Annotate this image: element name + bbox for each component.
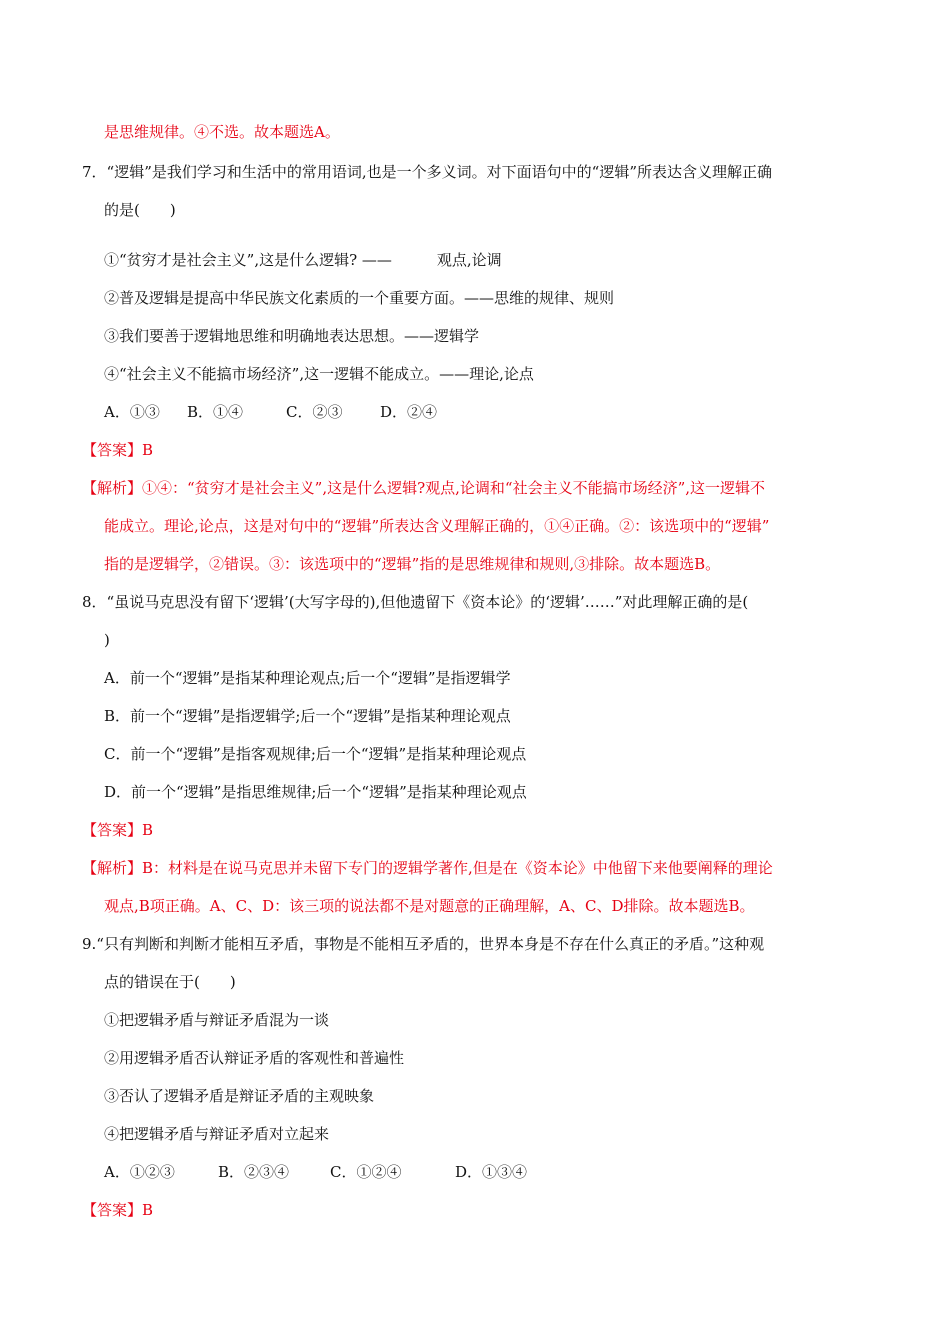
question-9-item-1: ①把逻辑矛盾与辩证矛盾混为一谈 [104,1011,330,1029]
question-8-stem-line-1: 8．“虽说马克思没有留下‘逻辑’(大写字母的),但他遗留下《资本论》的‘逻辑’……”对此理解正确的是( [82,593,749,611]
question-8-option-d: D．前一个“逻辑”是指思维规律;后一个“逻辑”是指某种理论观点 [104,783,527,801]
question-8-option-c: C．前一个“逻辑”是指客观规律;后一个“逻辑”是指某种理论观点 [104,745,527,763]
question-8-stem-line-2: ) [104,631,110,649]
question-7-analysis-line-3: 指的是逻辑学，②错误。③：该选项中的“逻辑”指的是思维规律和规则,③排除。故本题选B。 [104,555,721,573]
question-8-option-a: A．前一个“逻辑”是指某种理论观点;后一个“逻辑”是指逻辑学 [104,669,511,687]
question-8-analysis-line-1: 【解析】B：材料是在说马克思并未留下专门的逻辑学著作,但是在《资本论》中他留下来他要阐释的理论 [82,859,773,877]
question-7-item-2: ②普及逻辑是提高中华民族文化素质的一个重要方面。——思维的规律、规则 [104,289,615,307]
question-8-analysis-line-2: 观点,B项正确。A、C、D：该三项的说法都不是对题意的正确理解，A、C、D排除。故本题选B。 [104,897,755,915]
question-7-item-3: ③我们要善于逻辑地思维和明确地表达思想。——逻辑学 [104,327,480,345]
question-7-item-1: ①“贫穷才是社会主义”,这是什么逻辑? —— 观点,论调 [104,251,502,269]
question-9-option-d: D．①③④ [455,1163,528,1181]
question-9-option-a: A．①②③ [104,1163,175,1181]
question-9-item-2: ②用逻辑矛盾否认辩证矛盾的客观性和普遍性 [104,1049,405,1067]
question-9-stem-line-1: 9.“只有判断和判断才能相互矛盾，事物是不能相互矛盾的，世界本身是不存在什么真正的矛盾。”这种观 [82,935,765,953]
previous-analysis-tail: 是思维规律。④不选。故本题选A。 [104,123,340,141]
question-9-stem-line-2: 点的错误在于( ) [104,973,236,991]
question-7-analysis-line-1: 【解析】①④：“贫穷才是社会主义”,这是什么逻辑?观点,论调和“社会主义不能搞市场经济”,这一逻辑不 [82,479,766,497]
question-7-option-d: D．②④ [380,403,438,421]
question-7-item-4: ④“社会主义不能搞市场经济”,这一逻辑不能成立。——理论,论点 [104,365,534,383]
question-7-option-c: C．②③ [286,403,343,421]
question-9-option-c: C．①②④ [330,1163,402,1181]
question-7-stem-line-2: 的是( ) [104,201,176,219]
question-7-option-b: B．①④ [187,403,244,421]
question-7-answer: 【答案】B [82,441,154,459]
question-7-option-a: A．①③ [104,403,160,421]
question-7-analysis-line-2: 能成立。理论,论点，这是对句中的“逻辑”所表达含义理解正确的，①④正确。②：该选项中的“逻辑” [104,517,770,535]
question-8-option-b: B．前一个“逻辑”是指逻辑学;后一个“逻辑”是指某种理论观点 [104,707,511,725]
question-7-stem-line-1: 7．“逻辑”是我们学习和生活中的常用语词,也是一个多义词。对下面语句中的“逻辑”所表达含义理解正确 [82,163,772,181]
question-9-option-b: B．②③④ [218,1163,290,1181]
question-8-answer: 【答案】B [82,821,154,839]
question-9-item-3: ③否认了逻辑矛盾是辩证矛盾的主观映象 [104,1087,375,1105]
question-9-item-4: ④把逻辑矛盾与辩证矛盾对立起来 [104,1125,330,1143]
question-9-answer: 【答案】B [82,1201,154,1219]
